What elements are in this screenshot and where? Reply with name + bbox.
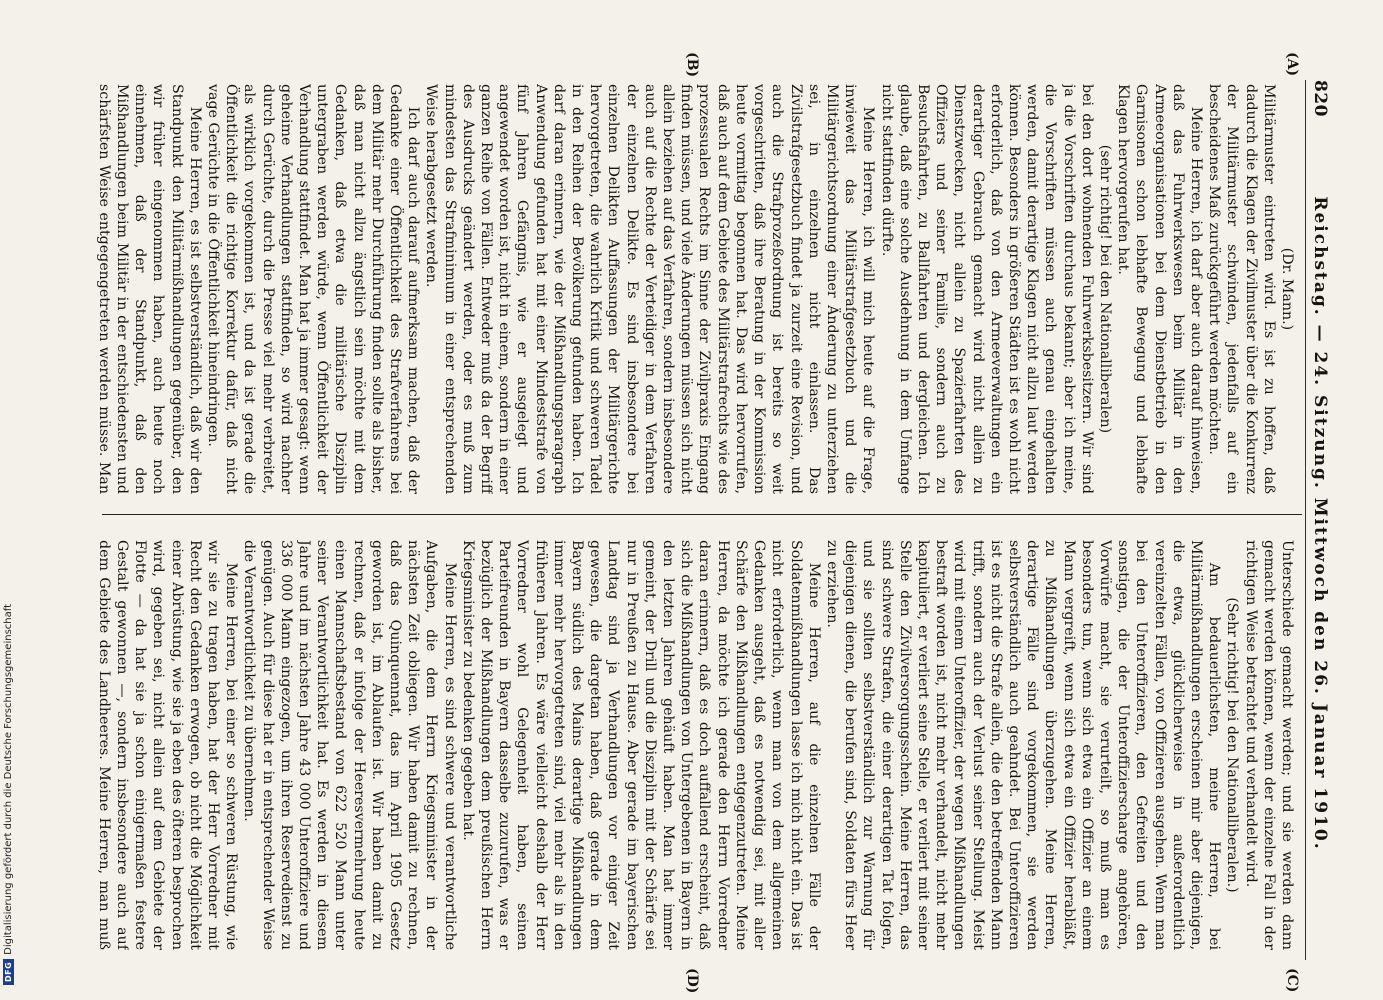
paragraph: Meine Herren, ich darf aber auch darauf hinweisen, daß das Fuhrwerkswesen beim Militär in den Armeeorganisationen bei dem Dienstbetrieb in den Garnisonen schon lebhafte Bewegung und lebhafte Klagen hervorgerufen hat. <box>1115 84 1204 494</box>
paragraph: Meine Herren, es sind schwere und verantwortliche Aufgaben, die dem Herrn Kriegsminister in der nächsten Zeit obliegen. Wir haben damit zu rechnen, daß das Quinquennat, das im April 1905 Gesetz geworden ist, im Ablaufen ist. Wir haben damit zu rechnen, daß er infolge der Heeresvermehrung heute einen Mannschaftsbestand von 622 520 Mann unter seiner Verantwortlichkeit hat. Es werden in diesem Jahre und im nächsten Jahre 43 000 Unteroffiziere und 336 000 Mann eingezogen, um ihren Reservedienst zu genügen. Auch für diese hat er in entsprechender Weise die Verantwortlichkeit zu übernehmen. <box>241 540 458 950</box>
newspaper-page <box>80 52 1330 994</box>
left-column <box>96 84 1296 494</box>
footer <box>3 604 14 985</box>
margin-marker-c: (C) <box>1284 968 1300 993</box>
footer-strip <box>0 0 24 1000</box>
dfg-logo: DFG <box>3 959 14 985</box>
paragraph: Meine Herren, auf die einzelnen Fälle der Soldatenmißhandlungen lasse ich mich nicht ein. Das ist nicht erforderlich, wenn man von dem allgemeinen Gedanken ausgeht, daß es notwendig sei, mit aller Schärfe den Mißhandlungen entgegenzutreten. Meine Herren, da möchte ich gerade den Herrn Vorredner daran erinnern, daß es doch auffallend erscheint, daß sich die Mißhandlungen von Untergebenen in Bayern in den letzten Jahren gehäuft haben. Man hat immer gemeint, der Drill und die Disziplin mit der Schärfe sei nur in Preußen zu Hause. Aber gerade im bayerischen Landtag sind ja Verhandlungen vor einiger Zeit gewesen, die dargetan haben, daß gerade in dem Bayern südlich des Mains derartige Mißhandlungen immer mehr hervorgetreten sind, viel mehr als in den früheren Jahren. Es wäre vielleicht deshalb der Herr Vorredner wohl Gelegenheit haben, seinen Parteifreunden in Bayern dasselbe zuzurufen, was er bezüglich der Mißhandlungen dem preußischen Herrn Kriegsminister zu bedenken gegeben hat. <box>459 540 822 950</box>
footer-text: Digitalisierung gefördert durch die Deutsche Forschungsgemeinschaft <box>3 603 14 955</box>
right-column <box>96 540 1296 950</box>
page-header <box>1305 80 1330 960</box>
margin-marker-a: (A) <box>1284 52 1300 77</box>
speaker-label: (Dr. Mann.) <box>1279 247 1295 331</box>
running-head: Reichstag. — 24. Sitzung. Mittwoch den 26. Januar 1910. <box>1310 196 1330 851</box>
interjection: (sehr richtig! bei den Nationalliberalen) <box>1096 144 1113 434</box>
paragraph: Meine Herren, bei einer so schweren Rüstung, wie wir sie zu tragen haben, hat der Herr Vorredner mit Recht den Gedanken erwogen, ob nicht die Möglichkeit einer Abrüstung, wie sie ja eben des öfteren besprochen wird, gegeben sei, nicht allein auf dem Gebiete der Flotte — da hat sie ja schon einigermaßen festere Gestalt gewonnen —, sondern insbesondere auch auf dem Gebiete des Landheeres. Meine Herren, man muß <box>96 540 240 950</box>
margin-marker-b: (B) <box>684 52 700 78</box>
interjection: (Sehr richtig! bei den Nationalliberalen.) <box>1224 597 1241 893</box>
paragraph: bei den dort wohnenden Fuhrwerksbesitzern. Wir sind ja die Vorschriften durchaus bekannt; aber ich meine, die Vorschriften müssen auch genau eingehalten werden, damit derartige Klagen nicht allzu laut werden können. Besonders in größeren Städten ist es wohl nicht erforderlich, daß von den Armeeverwaltungen ein derartiger Gebrauch gemacht wird nicht allein zu Dienstzwecken, nicht allein zu Spazierfahrten des Offiziers und seiner Familie, sondern auch zu Besuchsfahrten, zu Ballfahrten und dergleichen. Ich glaube, daß eine solche Ausdehnung in dem Umfange nicht stattfinden dürfte. <box>878 84 1095 494</box>
paragraph: Meine Herren, es ist selbstverständlich, daß wir den Standpunkt den Militärmißhandlungen gegenüber, den wir früher eingenommen haben, auch heute noch einnehmen, daß der Standpunkt, daß den Mißhandlungen beim Militär in der entschiedensten und schärfsten Weise entgegengetreten werden müsse. Man <box>96 84 203 494</box>
paragraph: Militärmuster eintreten wird. Es ist zu hoffen, daß dadurch die Klagen der Zivilmuster über die Konkurrenz der Militärmuster schwinden, jedenfalls auf ein bescheidenes Maß zurückgeführt werden möchten. <box>1206 84 1277 494</box>
paragraph: Am bedauerlichsten, meine Herren, bei Militärmißhandlungen erscheinen mir aber diejenigen, die etwa, glücklicherweise in außerordentlich vereinzelten Fällen, von Offizieren ausgehen. Wenn man bei den Unteroffizieren, den Gefreiten und den sonstigen, die der Unteroffizierscharge angehören, Vorwürfe macht, sie verurteilt, so muß man es besonders tun, wenn sich etwa ein Offizier an einem Mann vergreift, wenn sich etwa ein Offizier herabläßt, zu Mißhandlungen überzugehen. Meine Herren, derartige Fälle sind vorgekommen, sie werden selbstverständlich auch geahndet. Bei Unteroffizieren ist es nicht die Strafe allein, die den betreffenden Mann trifft, sondern auch der Verlust seiner Stellung. Meist wird mit einem Unteroffizier, der wegen Mißhandlungen bestraft worden ist, nicht mehr verhandelt, nicht mehr kapituliert, er verliert seine Stelle, er verliert mit seiner Stelle den Zivilversorgungsschein. Meine Herren, das sind schwere Strafen, die einer derartigen Tat folgen, und sie sollten selbstverständlich zur Warnung für diejenigen dienen, die berufen sind, Soldaten fürs Heer zu erziehen. <box>823 540 1223 950</box>
paragraph: Meine Herren, ich will mich heute auf die Frage, inwieweit das Militärstrafgesetzbuch und die Militärgerichtsordnung einer Änderung zu unterziehen sei, in einzelnen nicht einlassen. Das Zivilstrafgesetzbuch findet ja zurzeit eine Revision, und auch die Strafprozeßordnung ist bereits so weit vorgeschritten, daß ihre Beratung in der Kommission heute vormittag begonnen hat. Das wird hervorrufen, daß auch auf dem Gebiete des Militärstrafrechts wie des prozessualen Rechts im Sinne der Zivilpraxis Eingang finden müssen, und viele Änderungen müssen sich nicht allein beziehen auf das Verfahren, sondern insbesondere auch auf die Rechte der Verteidiger in dem Verfahren der einzelnen Delikte. Es sind insbesondere bei einzelnen Delikten Auffassungen der Militärgerichte hervorgetreten, die wahrlich Kritik und schweren Tadel in den Reihen der Bevölkerung gefunden haben. Ich darf daran erinnern, wie der Mißhandlungsparagraph Anwendung gefunden hat mit einer Mindeststrafe von fünf Jahren Gefängnis, wie er ausgelegt und angewendet worden ist, nicht in einem, sondern in einer ganzen Reihe von Fällen. Entweder muß da der Begriff des Ausdrucks geändert werden, oder es muß zum mindesten das Strafminimum in einer entsprechenden Weise herabgesetzt werden. <box>423 84 877 494</box>
page-number: 820 <box>1310 80 1330 117</box>
margin-marker-d: (D) <box>684 968 700 994</box>
paragraph: Ich darf auch darauf aufmerksam machen, daß der Gedanke einer Öffentlichkeit des Strafverfahrens bei dem Militär mehr Durchführung finden sollte als bisher, daß man nicht allzu ängstlich sein möchte mit dem Gedanken, daß etwa die militärische Disziplin untergraben werden würde, wenn Öffentlichkeit der Verhandlung stattfindet. Man hat ja immer gesagt: wenn geheime Verhandlungen stattfinden, so wird nachher durch Gerüchte, durch die Presse viel mehr verbreitet, als wirklich vorgekommen ist, und da ist gerade die Öffentlichkeit die richtige Korrektur dafür, daß nicht vage Gerüchte in die Öffentlichkeit hineindringen. <box>205 84 422 494</box>
column-divider <box>102 514 1302 515</box>
paragraph: Unterschiede gemacht werden; und sie werden dann gemacht werden können, wenn der einzelne Fall in der richtigen Weise betrachtet und verhandelt wird. <box>1242 540 1295 950</box>
